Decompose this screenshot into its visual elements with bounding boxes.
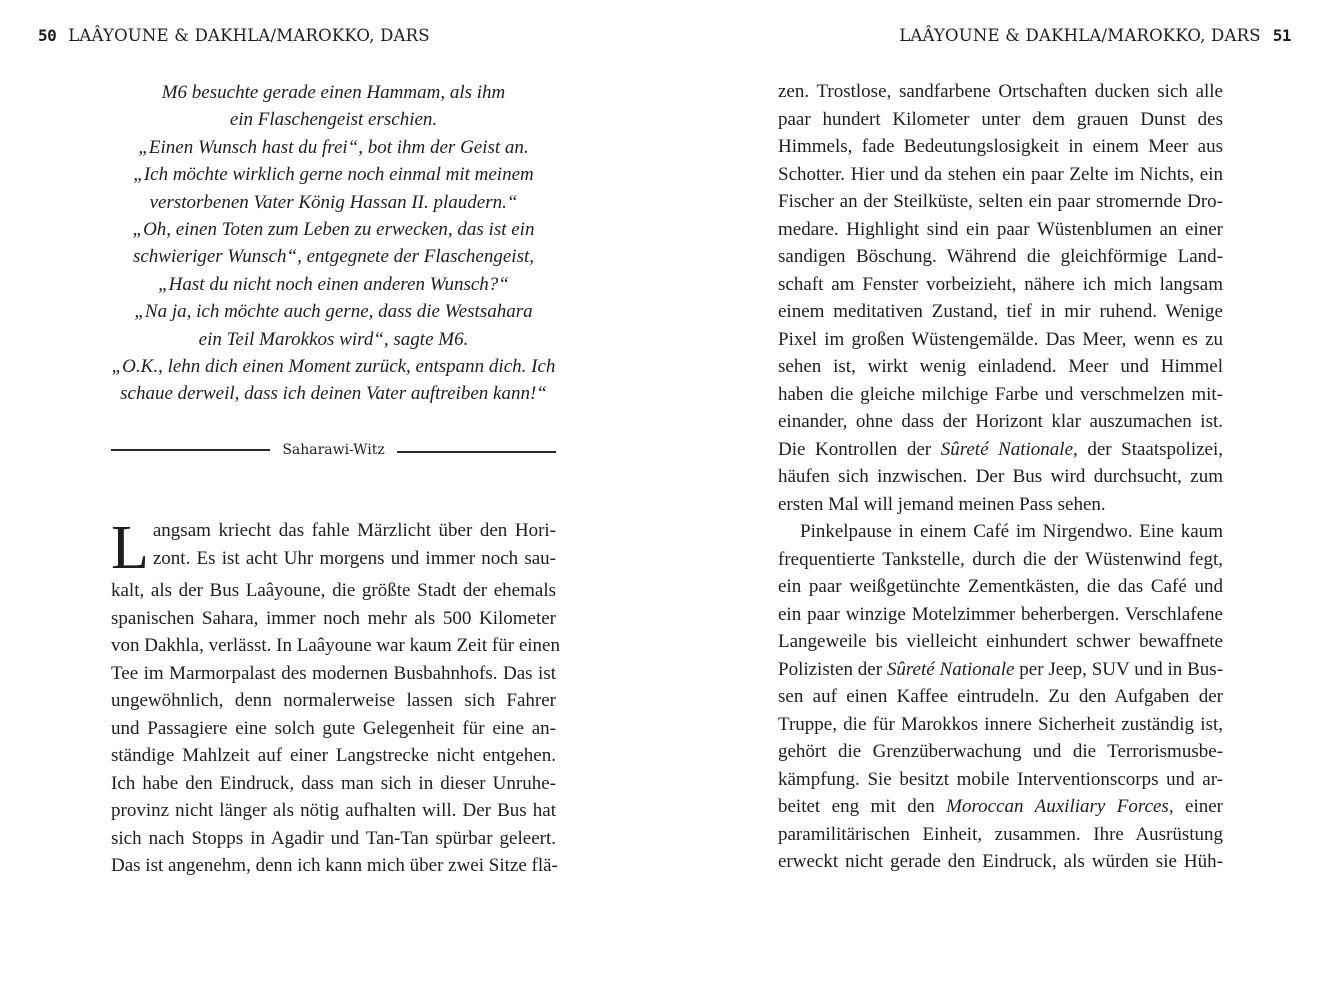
body-line: Schotter. Hier und da stehen ein paar Zelte im Nichts, ein <box>778 163 1223 185</box>
drop-cap: L <box>111 514 149 582</box>
body-line: zont. Es ist acht Uhr morgens und immer noch sau- <box>152 547 556 569</box>
epigraph <box>111 79 556 408</box>
body-line: Langeweile bis vielleicht einhundert schwer bewaffnete <box>778 631 1223 652</box>
body-line: einem meditativen Zustand, tief in mir ruhend. Wenige <box>778 301 1223 322</box>
body-line: von Dakhla, verlässt. In Laâyoune war kaum Zeit für einen <box>111 635 560 656</box>
epigraph-line: „Einen Wunsch hast du frei“, bot ihm der Geist an. <box>138 136 529 158</box>
epigraph-line: schwieriger Wunsch“, entgegnete der Flaschengeist, <box>132 246 535 268</box>
attribution-label: Saharawi-Witz <box>282 442 385 458</box>
epigraph-attribution <box>111 437 556 463</box>
epigraph-line: ein Teil Marokkos wird“, sagte M6. <box>198 328 469 350</box>
text-run: Polizisten der <box>778 658 887 680</box>
body-line: haben die gleiche milchige Farbe und verschmelzen mit- <box>778 383 1223 405</box>
body-line: ein paar winzige Motelzimmer beherbergen. Verschlafene <box>778 603 1223 625</box>
epigraph-line: ein Flaschengeist erschien. <box>229 109 438 131</box>
text-run: per Jeep, SUV und in Bus- <box>1014 658 1224 680</box>
body-line: ein paar weißgetünchte Zementkästen, die das Café und <box>778 576 1223 597</box>
epigraph-line: „O.K., lehn dich einen Moment zurück, entspann dich. Ich <box>111 356 556 378</box>
epigraph-line: „Hast du nicht noch einen anderen Wunsch?“ <box>158 273 509 295</box>
body-line: einander, ohne dass der Horizont klar auszumachen ist. <box>778 411 1223 432</box>
body-line <box>778 656 1223 684</box>
body-line: und Passagiere eine solch gute Gelegenheit für eine an- <box>111 717 556 739</box>
italic-term: Sûreté Nationale, <box>940 438 1078 460</box>
body-line: paramilitärischen Einheit, zusammen. Ihre Ausrüstung <box>778 823 1223 845</box>
body-line: ungewöhnlich, denn normalerweise lassen sich Fahrer <box>111 690 556 711</box>
page-number-left: 50 <box>38 26 57 45</box>
attribution-rule-left <box>111 449 270 451</box>
body-line: schaft am Fenster vorbeizieht, nähere ich mich langsam <box>778 273 1223 295</box>
body-line: Himmels, fade Bedeutungslosigkeit in einem Meer aus <box>778 136 1223 157</box>
text-run: beitet eng mit den <box>778 796 947 817</box>
body-line: Tee im Marmorpalast des modernen Busbahnhofs. Das ist <box>111 662 556 684</box>
running-head-left <box>38 26 430 50</box>
body-line: Pinkelpause in einem Café im Nirgendwo. Eine kaum <box>800 521 1223 542</box>
body-line <box>778 793 1223 821</box>
running-head-title-right: LAÂYOUNE & DAKHLA/MAROKKO, DARS <box>899 26 1261 45</box>
body-column-right <box>778 78 1223 876</box>
epigraph-line: „Ich möchte wirklich gerne noch einmal mit meinem <box>133 164 534 186</box>
running-head-title-left: LAÂYOUNE & DAKHLA/MAROKKO, DARS <box>68 26 430 45</box>
italic-term: Moroccan Auxiliary Forces, <box>946 796 1174 817</box>
body-line: angsam kriecht das fahle Märzlicht über den Hori- <box>152 520 556 541</box>
attribution-rule-right <box>397 451 556 453</box>
body-line <box>778 436 1223 464</box>
running-head-right <box>899 26 1291 50</box>
body-line: Truppe, die für Marokkos innere Sicherheit zuständig ist, <box>778 713 1223 735</box>
body-line: sich nach Stopps in Agadir und Tan-Tan spürbar geleert. <box>111 827 556 849</box>
body-line: ersten Mal will jemand meinen Pass sehen. <box>778 493 1106 515</box>
text-run: einer <box>1173 796 1223 817</box>
body-line: paar hundert Kilometer unter dem grauen Dunst des <box>778 108 1223 130</box>
italic-term: Sûreté Nationale <box>886 658 1015 680</box>
body-column-left <box>111 514 560 880</box>
text-run: Die Kontrollen der <box>778 438 941 460</box>
epigraph-line: schaue derweil, dass ich deinen Vater auftreiben kann!“ <box>120 383 547 405</box>
body-line: sandigen Böschung. Während die gleichförmige Land- <box>778 246 1223 267</box>
body-line: kämpfung. Sie besitzt mobile Interventionscorps und ar- <box>778 768 1223 790</box>
body-line: spanischen Sahara, immer noch mehr als 500 Kilometer <box>111 607 556 629</box>
page-number-right: 51 <box>1272 26 1291 45</box>
body-line: Pixel im großen Wüstengemälde. Das Meer, wenn es zu <box>778 328 1223 350</box>
body-line: ständige Mahlzeit auf einer Langstrecke nicht entgehen. <box>111 745 556 766</box>
body-line: gehört die Grenzüberwachung und die Terrorismusbe- <box>778 741 1223 762</box>
body-line: erweckt nicht gerade den Eindruck, als würden sie Hüh- <box>778 851 1223 872</box>
body-line: medare. Highlight sind ein paar Wüstenblumen an einer <box>778 218 1223 240</box>
body-line: provinz nicht länger als nötig aufhalten will. Der Bus hat <box>111 800 556 821</box>
body-line: Fischer an der Steilküste, selten ein paar stromernde Dro- <box>778 191 1223 212</box>
epigraph-line: „Na ja, ich möchte auch gerne, dass die Westsahara <box>134 301 533 323</box>
body-line: häufen sich inzwischen. Der Bus wird durchsucht, zum <box>778 466 1223 487</box>
epigraph-line: verstorbenen Vater König Hassan II. plaudern.“ <box>149 191 518 213</box>
epigraph-line: M6 besuchte gerade einen Hammam, als ihm <box>161 82 506 103</box>
body-line: frequentierte Tankstelle, durch die der Wüstenwind fegt, <box>778 548 1223 570</box>
body-line: Das ist angenehm, denn ich kann mich über zwei Sitze flä- <box>111 855 558 876</box>
body-line: sehen ist, wirkt wenig einladend. Meer und Himmel <box>778 356 1223 377</box>
body-line: sen auf einen Kaffee eintrudeln. Zu den Aufgaben der <box>778 686 1223 707</box>
body-line: kalt, als der Bus Laâyoune, die größte Stadt der ehemals <box>111 580 556 601</box>
text-run: der Staatspolizei, <box>1077 438 1223 460</box>
body-line: zen. Trostlose, sandfarbene Ortschaften ducken sich alle <box>778 81 1223 102</box>
epigraph-line: „Oh, einen Toten zum Leben zu erwecken, das ist ein <box>132 219 535 241</box>
body-line: Ich habe den Eindruck, dass man sich in dieser Unruhe- <box>111 772 556 794</box>
